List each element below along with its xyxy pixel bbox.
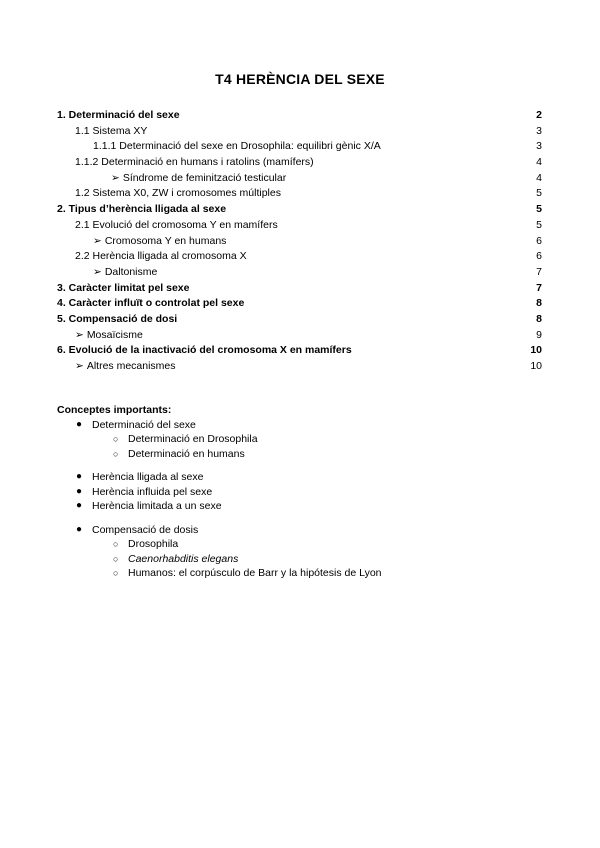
- toc-entry[interactable]: [57, 312, 542, 328]
- toc-entry-label: 1. Determinació del sexe: [57, 109, 180, 121]
- list-item: [57, 499, 537, 514]
- toc-entry[interactable]: [57, 234, 542, 250]
- list-item-text: Herència limitada a un sexe: [92, 500, 222, 512]
- arrow-bullet-icon: ➢: [75, 328, 84, 341]
- toc-entry[interactable]: [57, 186, 542, 202]
- list-item: [57, 432, 537, 447]
- list-item-text: Determinació en humans: [128, 447, 245, 460]
- toc-entry[interactable]: [57, 155, 542, 171]
- toc-entry-page: 6: [536, 234, 542, 247]
- hollow-bullet-icon: ○: [113, 434, 119, 444]
- list-item-text: Herència lligada al sexe: [92, 471, 204, 483]
- toc-entry[interactable]: [57, 249, 542, 265]
- arrow-bullet-icon: ➢: [111, 171, 120, 184]
- toc-entry-page: 10: [530, 344, 542, 357]
- toc-entry-label: 1.2 Sistema X0, ZW i cromosomes múltiples: [75, 187, 281, 200]
- toc-entry-label: 6. Evolució de la inactivació del cromosoma X en mamífers: [57, 344, 352, 357]
- list-item-text: Humanos: el corpúsculo de Barr y la hipótesis de Lyon: [128, 567, 382, 579]
- filled-bullet-icon: ●: [76, 485, 83, 497]
- arrow-bullet-icon: ➢: [93, 265, 102, 278]
- toc-entry-page: 9: [536, 328, 542, 341]
- list-spacer: [57, 461, 537, 470]
- hollow-bullet-icon: ○: [113, 448, 119, 459]
- toc-entry[interactable]: [57, 139, 542, 155]
- toc-entry-label: 4. Caràcter influït o controlat pel sexe: [57, 297, 245, 310]
- toc-entry-label: ➢ Altres mecanismes: [75, 360, 176, 372]
- document-title: T4 HERÈNCIA DEL SEXE: [215, 71, 385, 87]
- filled-bullet-icon: ●: [76, 471, 83, 482]
- key-concepts-heading: Conceptes importants:: [57, 404, 172, 416]
- list-item-text: Determinació en Drosophila: [128, 433, 258, 445]
- hollow-bullet-icon: ○: [113, 553, 119, 564]
- toc-entry-label: ➢ Mosaïcisme: [75, 328, 143, 341]
- toc-entry[interactable]: [57, 296, 542, 312]
- arrow-bullet-icon: ➢: [93, 234, 102, 247]
- list-item: [57, 485, 537, 500]
- toc-entry[interactable]: [57, 328, 542, 344]
- toc-entry-label: 2.1 Evolució del cromosoma Y en mamífers: [75, 218, 278, 231]
- toc-entry[interactable]: [57, 265, 542, 281]
- toc-entry[interactable]: [57, 202, 542, 218]
- list-item-text: Drosophila: [128, 538, 179, 550]
- toc-entry-label: ➢ Daltonisme: [93, 265, 158, 278]
- list-item: [57, 566, 537, 581]
- toc-entry-page: 4: [536, 171, 542, 184]
- arrow-bullet-icon: ➢: [75, 360, 84, 372]
- toc-entry-label: 2.2 Herència lligada al cromosoma X: [75, 250, 247, 263]
- list-item: [57, 552, 537, 567]
- toc-entry[interactable]: [57, 343, 542, 359]
- toc-entry[interactable]: [57, 218, 542, 234]
- toc-entry-page: 7: [536, 265, 542, 278]
- list-item-text: Compensació de dosis: [92, 523, 199, 536]
- list-item: [57, 523, 537, 538]
- toc-entry[interactable]: [57, 124, 542, 140]
- hollow-bullet-icon: ○: [113, 539, 119, 549]
- toc-entry-page: 8: [536, 312, 542, 325]
- toc-entry[interactable]: [57, 281, 542, 297]
- key-concepts-section: [57, 403, 537, 581]
- toc-entry-label: ➢ Síndrome de feminització testicular: [111, 171, 287, 184]
- toc-entry-page: 5: [536, 203, 542, 216]
- list-spacer: [57, 514, 537, 523]
- hollow-bullet-icon: ○: [113, 568, 119, 578]
- toc-entry-label: 5. Compensació de dosi: [57, 312, 178, 325]
- toc-entry-label: 1.1.2 Determinació en humans i ratolins (mamífers): [75, 156, 314, 169]
- toc-entry-page: 5: [536, 187, 542, 200]
- table-of-contents: [57, 108, 542, 375]
- filled-bullet-icon: ●: [76, 500, 83, 511]
- toc-entry-label: 2. Tipus d’herència lligada al sexe: [57, 203, 227, 216]
- list-item: [57, 470, 537, 485]
- toc-entry-label: 3. Caràcter limitat pel sexe: [57, 281, 190, 294]
- toc-entry-label: 1.1 Sistema XY: [75, 124, 148, 137]
- toc-entry-page: 10: [530, 360, 542, 372]
- list-item-text: Determinació del sexe: [92, 418, 196, 431]
- filled-bullet-icon: ●: [76, 418, 83, 430]
- filled-bullet-icon: ●: [76, 523, 83, 535]
- toc-entry[interactable]: [57, 359, 542, 375]
- toc-entry-page: 7: [536, 281, 542, 294]
- toc-entry-page: 4: [536, 156, 542, 169]
- list-item: [57, 418, 537, 433]
- toc-entry-page: 5: [536, 218, 542, 231]
- toc-entry-label: ➢ Cromosoma Y en humans: [93, 234, 227, 247]
- toc-entry[interactable]: [57, 108, 542, 124]
- toc-entry-page: 6: [536, 250, 542, 263]
- toc-entry[interactable]: [57, 171, 542, 187]
- toc-entry-page: 8: [536, 297, 542, 310]
- list-item: [57, 447, 537, 462]
- toc-entry-page: 3: [536, 140, 542, 153]
- toc-entry-page: 2: [536, 109, 542, 121]
- list-item-text: Herència influida pel sexe: [92, 485, 213, 498]
- list-item: [57, 537, 537, 552]
- toc-entry-label: 1.1.1 Determinació del sexe en Drosophila: equilibri gènic X/A: [93, 140, 381, 153]
- list-item-text: Caenorhabditis elegans: [128, 552, 239, 565]
- toc-entry-page: 3: [536, 124, 542, 137]
